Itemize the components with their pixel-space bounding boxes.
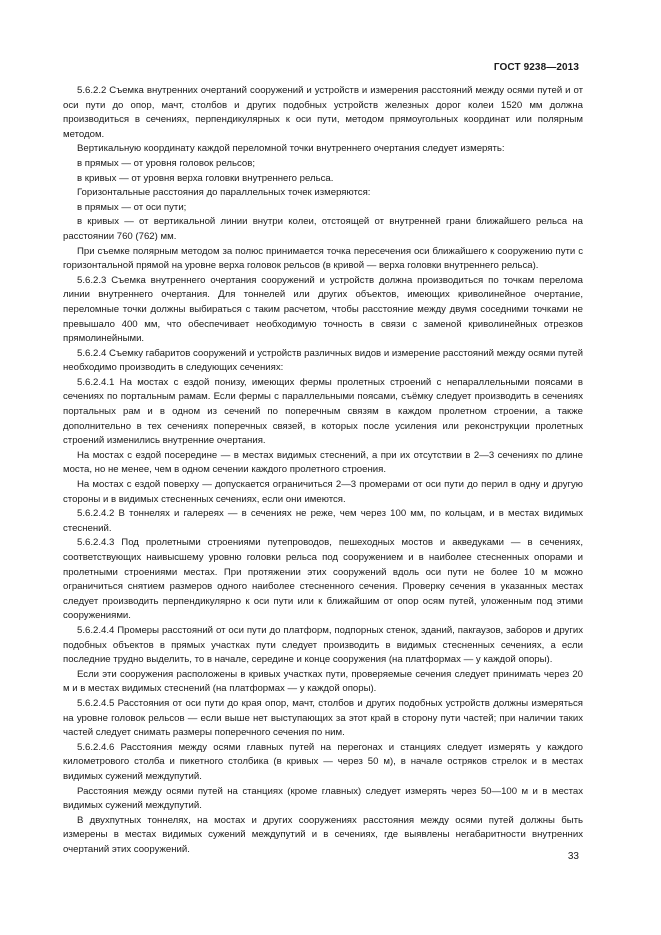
paragraph: в прямых — от оси пути; (77, 201, 187, 213)
paragraph: Расстояния между осями путей на станциях (кроме главных) следует измерять через 50—100 м и в местах видимых сужений междупутий. (63, 785, 583, 812)
paragraph: 5.6.2.4.1 На мостах с ездой понизу, имеющих фермы пролетных строений с непараллельными поясами в сечениях по портальным рамам. Если фермы с параллельными поясами, съёмку следует производить в сечениях портальных рам и в одном из сечений по поперечным связям в каждом пролетном строении, а также дополнительно в тех сечениях поперечных связей, в которых после усиления или реконструкции пролетных строений изменились внутренние очертания. (63, 376, 583, 447)
paragraph: 5.6.2.4.3 Под пролетными строениями путепроводов, пешеходных мостов и акведуками — в сечениях, соответствующих наивысшему уровню головки рельса под сооружением и в наиболее стесненных опорами и пролетными строениями местах. При протяжении этих сооружений вдоль оси пути не более 10 м можно ограничиться снятием размеров одного наиболее стесненного сечения. Проверку сечения в указанных местах следует производить перпендикулярно к оси пути или к ближайшим от опор осям путей, уложенным под этими сооружениями. (63, 537, 583, 622)
paragraph: 5.6.2.4.2 В тоннелях и галереях — в сечениях не реже, чем через 100 мм, по кольцам, и в местах видимых стеснений. (63, 508, 583, 534)
paragraph: 5.6.2.4 Съемку габаритов сооружений и устройств различных видов и измерение расстояний между осями путей необходимо производить в следующих сечениях: (63, 347, 583, 374)
paragraph: в кривых — от вертикальной линии внутри колеи, отстоящей от внутренней грани ближайшего рельса на расстоянии 760 (762) мм. (63, 216, 583, 242)
paragraph: Горизонтальные расстояния до параллельных точек измеряются: (77, 187, 371, 199)
page-number: 33 (567, 851, 579, 862)
paragraph: На мостах с ездой поверху — допускается ограничиться 2—3 промерами от оси пути до перил в одну и другую стороны и в видимых стесненных сечениях, если они имеются. (63, 479, 583, 505)
paragraph: На мостах с ездой посередине — в местах видимых стеснений, а при их отсутствии в 2—3 сечениях по длине моста, но не менее, чем в одном сечении каждого пролетного строения. (63, 449, 583, 476)
paragraph: 5.6.2.4.6 Расстояния между осями главных путей на перегонах и станциях следует измерять у каждого километрового столба и пикетного столбика (в кривых — через 50 м), в начале остряков стрелок и в местах видимых сужений междупутий. (63, 741, 583, 782)
paragraph: Если эти сооружения расположены в кривых участках пути, проверяемые сечения следует принимать через 20 м и в местах видимых стеснений (на платформах — у каждой опоры). (63, 668, 583, 695)
paragraph: 5.6.2.3 Съемка внутреннего очертания сооружений и устройств должна производиться по точкам перелома линии внутреннего очертания. Для тоннелей или других объектов, имеющих криволинейное очертание, переломные точки должны выбираться с таким расчетом, чтобы расстояние между двумя соседними точками не превышало 400 мм, что обеспечивает необходимую точность в связи с заменой криволинейных отрезков прямолинейными. (63, 274, 583, 345)
paragraph: 5.6.2.4.4 Промеры расстояний от оси пути до платформ, подпорных стенок, зданий, пакгаузов, заборов и других подобных объектов в прямых участках пути следует производить в видимых стесненных сечениях, а если последние трудно выделить, то в начале, середине и конце сооружения (на платформах — у каждой опоры). (63, 624, 583, 666)
paragraph: Вертикальную координату каждой переломной точки внутреннего очертания следует измерять: (77, 143, 505, 155)
paragraph: В двухпутных тоннелях, на мостах и других сооружениях расстояния между осями путей должны быть измерены в местах видимых сужений междупутий и в сечениях, где выявлены негабаритности внутренних очертаний этих сооружений. (63, 814, 583, 855)
paragraph: в прямых — от уровня головок рельсов; (77, 157, 255, 169)
paragraph: При съемке полярным методом за полюс принимается точка пересечения оси ближайшего к сооружению пути с горизонтальной прямой на уровне верха головок рельсов (в кривой — верха головки внутреннего рельса). (63, 245, 583, 272)
paragraph: 5.6.2.4.5 Расстояния от оси пути до края опор, мачт, столбов и других подобных устройств должны измеряться на уровне головок рельсов — если выше нет выступающих за этот край в сторону пути частей; при наличии таких частей следует снимать размеры поперечного сечения по ним. (63, 697, 583, 739)
standard-header: ГОСТ 9238—2013 (493, 62, 579, 73)
body-text (63, 84, 583, 857)
paragraph: в кривых — от уровня верха головки внутреннего рельса. (77, 172, 334, 184)
paragraph: 5.6.2.2 Съемка внутренних очертаний сооружений и устройств и измерения расстояний между осями путей и от оси пути до опор, мачт, столбов и других подобных устройств железных дорог колеи 1520 мм должна производиться в сечениях, перпендикулярных к оси пути, методом прямоугольных координат или полярным методом. (63, 85, 583, 140)
